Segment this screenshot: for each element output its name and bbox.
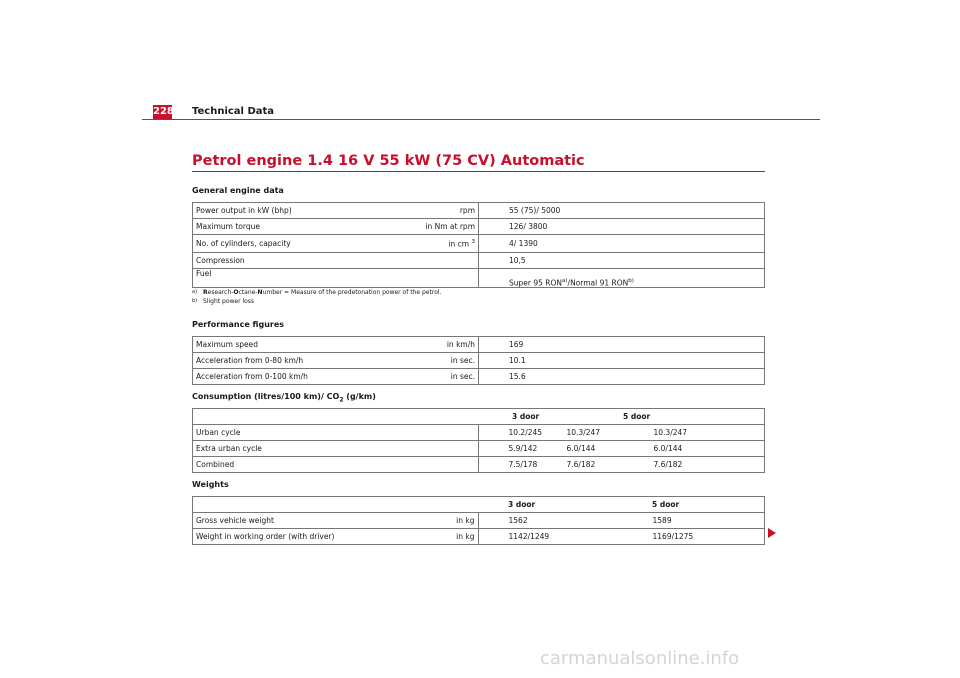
next-page-arrow-icon[interactable] (768, 528, 776, 538)
page-number: 228 (153, 106, 174, 117)
row-unit: in km/h (446, 340, 475, 349)
row-label: Acceleration from 0-100 km/h (196, 372, 308, 381)
consumption-heading: Consumption (litres/100 km)/ $CO_2$ (g/km) (192, 392, 376, 404)
weights-table (192, 496, 765, 545)
header-divider (142, 119, 820, 120)
row-value: 4/ 1390 (479, 235, 765, 253)
table-row (193, 219, 765, 235)
table-row (193, 203, 765, 219)
table-row (193, 337, 765, 353)
table-row (193, 513, 765, 529)
row-values: 1562 1589 (478, 513, 765, 529)
row-label: Combined (193, 457, 479, 473)
row-label: Fuel (196, 269, 212, 278)
row-label: Extra urban cycle (193, 441, 479, 457)
performance-heading: Performance figures (192, 320, 285, 329)
page-title: Petrol engine 1.4 16 V 55 kW (75 CV) Automatic (192, 153, 585, 169)
section-title: Technical Data (192, 106, 275, 117)
row-values: 5.9/142 6.0/144 6.0/144 (478, 441, 765, 457)
table-row (193, 441, 765, 457)
row-unit: in Nm at rpm (425, 222, 475, 231)
row-value: 169 (479, 337, 765, 353)
table-header-row (193, 497, 765, 513)
footnote-b: b) Slight power loss (192, 298, 255, 305)
row-label: No. of cylinders, capacity (196, 238, 291, 248)
row-unit: in sec. (450, 356, 475, 365)
table-row (193, 457, 765, 473)
row-values: 7.5/178 7.6/182 7.6/182 (478, 457, 765, 473)
row-label: Power output in kW (bhp) (196, 206, 292, 215)
row-label: Gross vehicle weight (196, 516, 274, 525)
table-row (193, 353, 765, 369)
table-row (193, 369, 765, 385)
row-value: Super 95 RON$^{a)}$/Normal 91 RON$^{b)}$ (479, 269, 765, 288)
general-engine-table (192, 202, 765, 288)
row-label: Acceleration from 0-80 km/h (196, 356, 304, 365)
footnote-a: a) Research-Octane-Number = Measure of the predetonation power of the petrol. (192, 289, 442, 296)
table-row (193, 235, 765, 253)
row-unit: in cm $^3$ (448, 238, 475, 249)
performance-table (192, 336, 765, 385)
weights-heading: Weights (192, 480, 229, 489)
row-unit: rpm (459, 206, 475, 215)
row-label: Compression (196, 256, 245, 265)
table-row (193, 425, 765, 441)
row-value: 10.1 (479, 353, 765, 369)
row-values: 1142/1249 1169/1275 (478, 529, 765, 545)
consumption-table (192, 408, 765, 473)
title-divider (192, 171, 765, 172)
row-value: 55 (75)/ 5000 (479, 203, 765, 219)
row-unit: in kg (456, 516, 475, 525)
row-label: Maximum speed (196, 340, 258, 349)
table-row (193, 529, 765, 545)
row-unit: in sec. (450, 372, 475, 381)
row-value: 15.6 (479, 369, 765, 385)
row-value: 10,5 (479, 253, 765, 269)
watermark: carmanualsonline.info (540, 648, 740, 669)
row-label: Maximum torque (196, 222, 260, 231)
table-row (193, 269, 765, 288)
row-unit: in kg (456, 532, 475, 541)
general-heading: General engine data (192, 186, 284, 195)
table-row (193, 253, 765, 269)
row-label: Urban cycle (193, 425, 479, 441)
table-header-row (193, 409, 765, 425)
row-value: 126/ 3800 (479, 219, 765, 235)
row-label: Weight in working order (with driver) (196, 532, 335, 541)
column-headers: 3 door 5 door (478, 409, 765, 425)
column-headers: 3 door 5 door (478, 497, 765, 513)
row-values: 10.2/245 10.3/247 10.3/247 (478, 425, 765, 441)
